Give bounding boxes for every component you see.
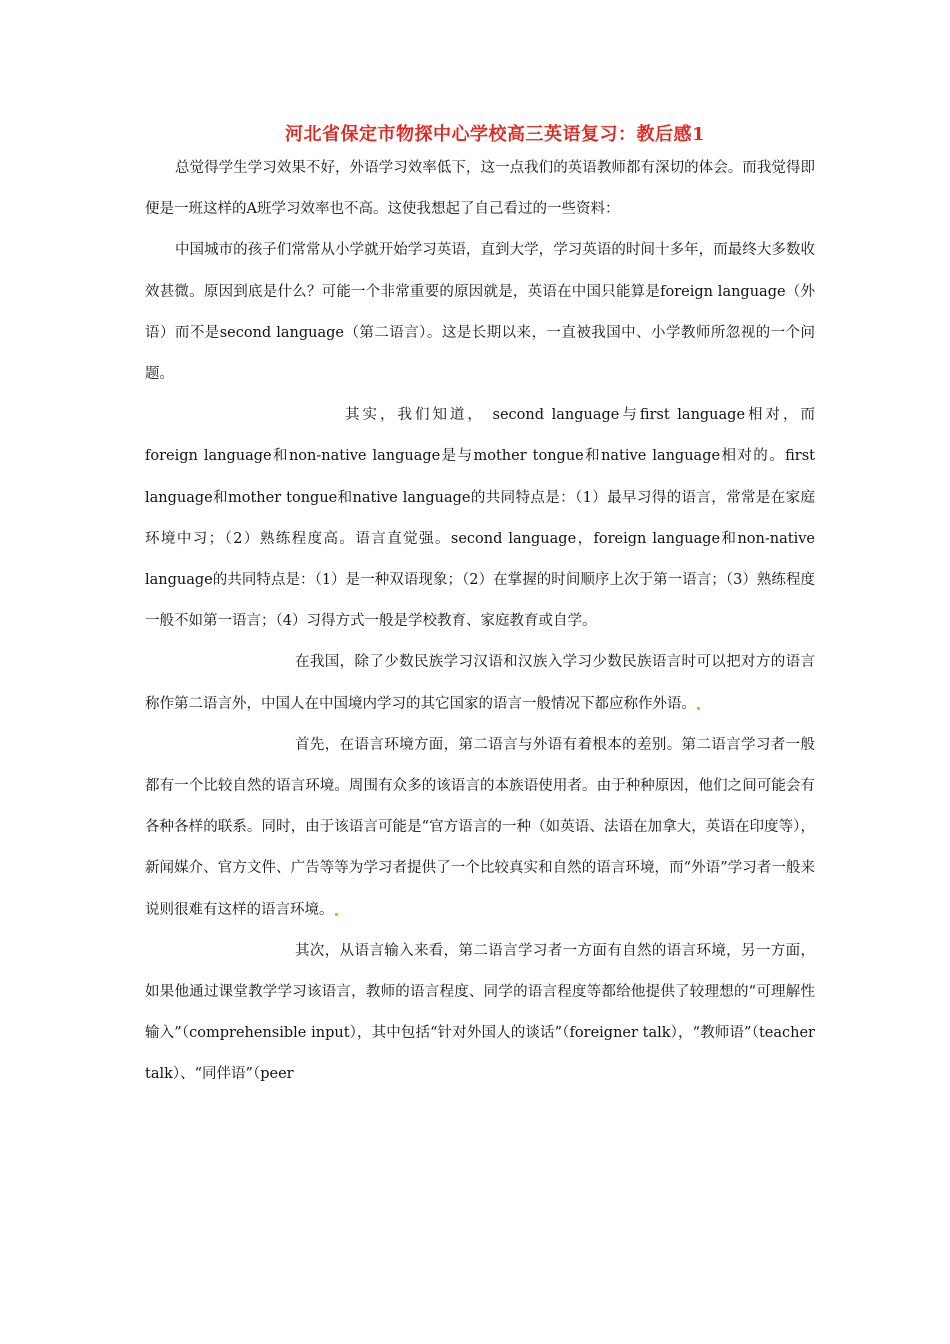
highlight-mark: [335, 913, 338, 916]
document-body: [145, 148, 815, 1096]
title-text: 河北省保定市物探中心学校高三英语复习：教后感1: [284, 124, 706, 145]
highlight-mark: [697, 707, 700, 710]
paragraph-3: 其实，我们知道， second language与first language相对，而foreign language和non-native language是与mother tongue和native language相对的。first language和mother tongue和native language的共同特点是：（1）最早习得的语言，常常是在家庭环境中习；（2）熟练程度高。语言直觉强。second language，foreign language和non-native language的共同特点是：（1）是一种双语现象；（2）在掌握的时间顺序上次于第一语言；（3）熟练程度一般不如第一语言；（4）习得方式一般是学校教育、家庭教育或自学。: [145, 407, 815, 630]
paragraph-5-text: 首先，在语言环境方面，第二语言与外语有着根本的差别。第二语言学习者一般都有一个比较自然的语言环境。周围有众多的该语言的本族语使用者。由于种种原因，他们之间可能会有各种各样的联系。同时，由于该语言可能是“官方语言的一种（如英语、法语在加拿大，英语在印度等），新闻媒介、官方文件、广告等等为学习者提供了一个比较真实和自然的语言环境，而“外语”学习者一般来说则很难有这样的语言环境。: [145, 736, 815, 918]
paragraph-5: [145, 725, 815, 931]
paragraph-4-text: 在我国，除了少数民族学习汉语和汉族入学习少数民族语言时可以把对方的语言称作第二语言外，中国人在中国境内学习的其它国家的语言一般情况下都应称作外语。: [145, 654, 815, 712]
paragraph-1: 总觉得学生学习效果不好，外语学习效率低下，这一点我们的英语教师都有深切的体会。而我觉得即便是一班这样的A班学习效率也不高。这使我想起了自己看过的一些资料：: [145, 160, 815, 218]
paragraph-6: 其次，从语言输入来看，第二语言学习者一方面有自然的语言环境，另一方面，如果他通过课堂教学学习该语言，教师的语言程度、同学的语言程度等都给他提供了较理想的“可理解性输入”（comprehensible input），其中包括“针对外国人的谈话”（foreigner talk），“教师语”（teacher talk）、“同伴语”（peer: [145, 942, 815, 1083]
document-title: [0, 123, 950, 147]
paragraph-2: 中国城市的孩子们常常从小学就开始学习英语，直到大学，学习英语的时间十多年，而最终大多数收效甚微。原因到底是什么？可能一个非常重要的原因就是，英语在中国只能算是foreign language（外语）而不是second language（第二语言）。这是长期以来，一直被我国中、小学教师所忽视的一个问题。: [145, 242, 815, 383]
paragraph-4: [145, 642, 815, 724]
